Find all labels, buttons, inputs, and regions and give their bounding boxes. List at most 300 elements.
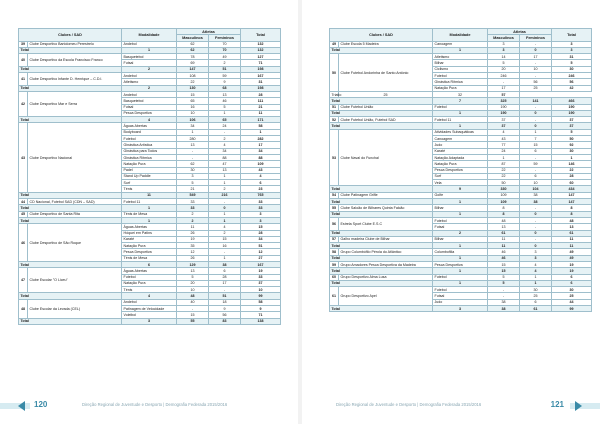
modality-cell: Andebol	[122, 41, 177, 47]
row-index: 45	[19, 211, 28, 217]
total-count: 765	[241, 192, 281, 198]
total-count: 147	[552, 192, 592, 198]
male-count: 11	[177, 224, 209, 230]
female-count: 13	[209, 91, 241, 97]
female-count: 59	[520, 161, 552, 167]
female-count: 3	[520, 249, 552, 255]
modality-cell: Futebol	[433, 287, 488, 293]
female-count: 24	[209, 123, 241, 129]
modality-count: 1	[433, 123, 488, 129]
modality-cell: Ginástica Rítmica	[433, 79, 488, 85]
male-count: 16	[177, 104, 209, 110]
female-count: 10	[520, 180, 552, 186]
club-name: Clube Desportivo Infante D. Henrique – C.D.I.	[28, 73, 122, 86]
male-count: 21	[177, 186, 209, 192]
total-count: 19	[552, 261, 592, 267]
row-index: 44	[19, 199, 28, 205]
male-count: 109	[488, 192, 520, 198]
header-modality: Modalidade	[433, 29, 488, 42]
modality-cell: Ginástica Artística	[122, 142, 177, 148]
modality-cell: Águas Abertas	[122, 123, 177, 129]
female-count: 1	[209, 211, 241, 217]
header-club: Clubes / SAD	[330, 29, 433, 42]
female-count: -	[520, 236, 552, 242]
female-count: 6	[520, 299, 552, 305]
female-count: 0	[520, 110, 552, 116]
female-count: 4	[520, 261, 552, 267]
total-count: 11	[552, 243, 592, 249]
female-count: -	[520, 117, 552, 123]
male-count: 37	[488, 117, 520, 123]
male-count: -	[488, 79, 520, 85]
female-count: 2	[209, 230, 241, 236]
female-count: 4	[209, 142, 241, 148]
male-count: 61	[488, 230, 520, 236]
female-count: 104	[520, 186, 552, 192]
modality-cell: Futsal	[122, 104, 177, 110]
female-count: 6	[209, 268, 241, 274]
male-count: 13	[177, 268, 209, 274]
female-count: 25	[520, 85, 552, 91]
total-label: Total	[19, 293, 122, 299]
modality-cell: Atletismo	[122, 79, 177, 85]
modality-count: 1	[433, 211, 488, 217]
modality-cell: Voleibol	[122, 312, 177, 318]
total-count: 37	[241, 280, 281, 286]
male-count: 10	[177, 110, 209, 116]
male-count: 280	[177, 136, 209, 142]
male-count: 22	[177, 79, 209, 85]
modality-cell: Pesca Desportiva	[433, 261, 488, 267]
female-count: 70	[209, 41, 241, 47]
total-count: 51	[241, 243, 281, 249]
female-count: 51	[209, 66, 241, 72]
arrow-right-icon	[575, 401, 582, 411]
club-name: Clube Futebol Andorinha de Santo António	[339, 54, 433, 92]
female-count: -	[520, 205, 552, 211]
female-count: 9	[209, 306, 241, 312]
male-count: 1	[488, 154, 520, 160]
modality-cell: Karaté	[433, 148, 488, 154]
female-count: -	[520, 104, 552, 110]
modality-cell: Natação Pura	[122, 161, 177, 167]
club-name: Grupo Desportivo Apel	[339, 287, 433, 306]
page-number: 121	[550, 400, 564, 409]
female-count: 18	[209, 299, 241, 305]
modality-count: 7	[433, 98, 488, 104]
female-count: 1	[520, 129, 552, 135]
club-name: CD Nacional, Futebol SAD (CDN – SAD)	[28, 199, 122, 205]
right-footer	[300, 398, 600, 414]
row-index: 52	[330, 117, 339, 123]
female-count: 47	[209, 161, 241, 167]
total-count: 4	[241, 173, 281, 179]
modality-cell: Atletismo	[433, 54, 488, 60]
total-count: 146	[552, 161, 592, 167]
total-count: 42	[552, 85, 592, 91]
total-label: Total	[19, 85, 122, 91]
modality-cell: Patinagem de Velocidade	[122, 306, 177, 312]
header-athletes: Atletas	[177, 29, 241, 35]
total-count: 43	[241, 167, 281, 173]
club-name: Clube Escola 5 Madeira	[339, 41, 433, 47]
total-count: 19	[552, 268, 592, 274]
male-count: 130	[177, 85, 209, 91]
modality-count: 4	[122, 293, 177, 299]
total-count: 28	[241, 91, 281, 97]
modality-cell: Andebol	[122, 73, 177, 79]
total-count: 49	[552, 255, 592, 261]
total-count: 13	[552, 224, 592, 230]
male-count: 109	[488, 199, 520, 205]
club-name: Grupo Amadores Pesca Desportiva da Madeira	[339, 261, 433, 267]
footer-bar	[0, 403, 30, 409]
total-count: 34	[241, 148, 281, 154]
total-count: 30	[552, 148, 592, 154]
male-count: 190	[488, 104, 520, 110]
modality-cell: Águas Abertas	[122, 268, 177, 274]
male-count: 3	[488, 47, 520, 53]
total-label: Total	[19, 192, 122, 198]
total-count: 132	[241, 47, 281, 53]
male-count: 26	[177, 255, 209, 261]
left-table	[18, 28, 281, 325]
female-count: -	[520, 41, 552, 47]
modality-cell: Ciclismo	[433, 66, 488, 72]
male-count: 78	[177, 54, 209, 60]
modality-count: 4	[122, 117, 177, 123]
right-table-body	[330, 41, 592, 312]
left-footer	[0, 398, 300, 414]
total-count: 198	[241, 66, 281, 72]
male-count: 33	[177, 205, 209, 211]
male-count: 17	[488, 85, 520, 91]
header-male: Masculinos	[488, 35, 520, 41]
male-count: 108	[177, 73, 209, 79]
left-table-body	[19, 41, 281, 324]
header-athletes: Atletas	[488, 29, 552, 35]
male-count: 15	[488, 261, 520, 267]
row-index: 39	[19, 41, 28, 47]
club-name: Clube Escolar "O Liceu"	[28, 268, 122, 293]
female-count: 46	[209, 98, 241, 104]
total-count: 34	[241, 236, 281, 242]
total-count: 92	[552, 142, 592, 148]
modality-cell: Vela	[433, 180, 488, 186]
row-index: 41	[19, 73, 28, 86]
total-count: 21	[241, 104, 281, 110]
female-count: 38	[209, 261, 241, 267]
modality-cell: Canoagem	[433, 41, 488, 47]
male-count: 24	[488, 148, 520, 154]
total-label: Total	[330, 306, 433, 312]
male-count: 15	[177, 312, 209, 318]
female-count: -	[520, 167, 552, 173]
modality-count: 1	[433, 47, 488, 53]
female-count: 59	[209, 73, 241, 79]
total-count: 60	[552, 180, 592, 186]
modality-count: 1	[122, 205, 177, 211]
modality-cell: Judo	[433, 299, 488, 305]
row-index: 46	[19, 224, 28, 262]
male-count: 50	[488, 180, 520, 186]
female-count: 17	[520, 54, 552, 60]
header-club: Clubes / SAD	[19, 29, 122, 42]
male-count: 8	[488, 211, 520, 217]
total-count: 56	[552, 79, 592, 85]
female-count: 28	[209, 274, 241, 280]
total-count: 3	[552, 47, 592, 53]
modality-cell: Bilhar	[433, 236, 488, 242]
total-label: Total	[19, 261, 122, 267]
total-count: 111	[241, 98, 281, 104]
total-count: 138	[241, 318, 281, 324]
male-count: 62	[177, 47, 209, 53]
total-count: 434	[552, 186, 592, 192]
female-count: -	[520, 224, 552, 230]
female-count: 10	[520, 66, 552, 72]
modality-cell: Natação Pura	[433, 85, 488, 91]
male-count: -	[177, 148, 209, 154]
club-name: Clube Escolar da Levada (CEL)	[28, 299, 122, 318]
modality-cell: Ginástica para Todos	[122, 148, 177, 154]
male-count: 22	[488, 167, 520, 173]
modality-cell: Pesca Desportiva	[433, 167, 488, 173]
male-count: 65	[177, 98, 209, 104]
modality-cell: Futebol 11	[122, 199, 177, 205]
male-count: 106	[177, 117, 209, 123]
modality-count: 11	[122, 192, 177, 198]
male-count: -	[488, 287, 520, 293]
total-count: 31	[241, 79, 281, 85]
total-label: Total	[330, 199, 433, 205]
male-count: 26	[177, 230, 209, 236]
modality-cell: Bodyboard	[122, 129, 177, 135]
male-count: 69	[177, 60, 209, 66]
female-count: 141	[520, 98, 552, 104]
modality-cell: Ténis de Mesa	[122, 255, 177, 261]
total-count: 10	[241, 287, 281, 293]
modality-cell: Natação Adaptada	[433, 154, 488, 160]
total-count: 6	[552, 274, 592, 280]
male-count: 38	[488, 299, 520, 305]
club-name: Clube Futebol União	[339, 104, 433, 110]
total-label: Total	[330, 243, 433, 249]
total-label: Total	[19, 47, 122, 53]
row-index: 56	[330, 217, 339, 230]
female-count: 15	[520, 142, 552, 148]
total-count: 22	[552, 167, 592, 173]
total-count: 190	[552, 110, 592, 116]
female-count: 1	[209, 255, 241, 261]
club-name: Clube Desportivo Mar e Serra	[28, 91, 122, 116]
total-count: 58	[241, 123, 281, 129]
modality-cell: Andebol	[122, 91, 177, 97]
male-count: 62	[177, 41, 209, 47]
modality-cell: Futebol	[433, 274, 488, 280]
female-count: 25	[520, 293, 552, 299]
modality-count: 2	[433, 230, 488, 236]
modality-cell: Atividades Subaquáticas	[433, 129, 488, 135]
total-count: 3	[241, 217, 281, 223]
modality-cell: Futebol	[122, 274, 177, 280]
total-count: 71	[241, 312, 281, 318]
total-count: 48	[552, 217, 592, 223]
club-name: Clube Desportivo da Escola Francisco Franco	[28, 54, 122, 67]
total-count: 8	[552, 205, 592, 211]
header-female: Femininos	[209, 35, 241, 41]
male-count: 15	[488, 268, 520, 274]
male-count: 15	[177, 91, 209, 97]
female-count: 65	[209, 117, 241, 123]
arrow-left-icon	[18, 401, 25, 411]
female-count: 7	[520, 136, 552, 142]
female-count: 38	[520, 199, 552, 205]
female-count: 13	[209, 167, 241, 173]
total-label: Total	[330, 98, 433, 104]
modality-cell: Futebol	[122, 136, 177, 142]
total-count: 11	[241, 110, 281, 116]
total-label: Total	[19, 217, 122, 223]
total-count: 6	[552, 280, 592, 286]
modality-cell: Triatlo	[331, 92, 342, 97]
male-count: 33	[177, 199, 209, 205]
total-count: 246	[552, 73, 592, 79]
male-count: -	[177, 154, 209, 160]
male-count: 20	[488, 66, 520, 72]
total-count: 99	[241, 293, 281, 299]
male-count: 5	[488, 274, 520, 280]
modality-cell: Ginástica Rítmica	[122, 154, 177, 160]
male-count: 4	[488, 129, 520, 135]
total-count: 6	[241, 180, 281, 186]
total-row	[330, 306, 592, 312]
total-count: 167	[241, 73, 281, 79]
modality-count: 3	[122, 318, 177, 324]
modality-cell: Columbofilia	[433, 249, 488, 255]
total-count: 31	[552, 54, 592, 60]
total-label: Total	[19, 318, 122, 324]
total-count: 132	[241, 41, 281, 47]
female-count: 38	[520, 192, 552, 198]
female-count: 1	[209, 173, 241, 179]
female-count: 6	[520, 148, 552, 154]
total-count: 1	[241, 129, 281, 135]
modality-count: 1	[122, 217, 177, 223]
modality-cell: Bilhar	[433, 60, 488, 66]
modality-cell: Futebol	[433, 104, 488, 110]
modality-count: 6	[122, 261, 177, 267]
total-count: 27	[241, 255, 281, 261]
male-count: 35	[177, 243, 209, 249]
male-count: 330	[488, 186, 520, 192]
modality-cell: Futebol	[433, 217, 488, 223]
female-count: -	[520, 154, 552, 160]
row-index: 57	[330, 236, 339, 242]
female-count: 0	[520, 211, 552, 217]
total-count: 33	[241, 199, 281, 205]
club-name: Clube Patinagem Grifle	[339, 192, 433, 198]
total-label: Total	[330, 186, 433, 192]
female-count: 32	[433, 91, 488, 97]
modality-count: 2	[122, 66, 177, 72]
modality-cell: Natação Pura	[433, 161, 488, 167]
total-count: 17	[241, 142, 281, 148]
male-count: 40	[177, 299, 209, 305]
total-count: 1	[552, 154, 592, 160]
female-count: 70	[209, 47, 241, 53]
male-count: -	[177, 306, 209, 312]
modality-cell: Hóquei em Patins	[122, 230, 177, 236]
total-label: Total	[330, 255, 433, 261]
female-count: 30	[520, 287, 552, 293]
header-modality: Modalidade	[122, 29, 177, 42]
total-count: 5	[552, 129, 592, 135]
male-count: 147	[177, 66, 209, 72]
male-count: 48	[177, 293, 209, 299]
male-count: -	[488, 293, 520, 299]
header-total: Total	[241, 29, 281, 42]
total-row	[19, 318, 281, 324]
female-count: 56	[209, 312, 241, 318]
total-count: 15	[241, 224, 281, 230]
modality-cell: Pesca Desportiva	[122, 249, 177, 255]
modality-count: 1	[433, 255, 488, 261]
header-female: Femininos	[520, 35, 552, 41]
total-count: 167	[241, 261, 281, 267]
total-count: 198	[241, 85, 281, 91]
total-label: Total	[330, 211, 433, 217]
modality-cell: Stand Up Paddle	[122, 173, 177, 179]
modality-cell: Futebol	[433, 73, 488, 79]
row-index: 47	[19, 268, 28, 293]
female-count: 1	[209, 110, 241, 116]
club-name: Clube Naval do Funchal	[339, 129, 433, 186]
female-count: 4	[520, 268, 552, 274]
female-count: -	[209, 249, 241, 255]
club-name: Clube Desportivo de Santa Rita	[28, 211, 122, 217]
male-count: 11	[488, 243, 520, 249]
total-label: Total	[19, 117, 122, 123]
club-name: Clube Desportivo Nacional	[28, 123, 122, 192]
female-count: 68	[209, 85, 241, 91]
male-count: 5	[177, 180, 209, 186]
total-count: 282	[241, 136, 281, 142]
female-count: 3	[520, 255, 552, 261]
male-count: 2	[177, 211, 209, 217]
total-count: 3	[552, 41, 592, 47]
modality-count: 1	[433, 110, 488, 116]
male-count: 19	[177, 236, 209, 242]
male-count: 14	[488, 54, 520, 60]
total-count: 49	[552, 249, 592, 255]
row-index: 53	[330, 129, 339, 186]
male-count: 46	[488, 249, 520, 255]
female-count: 2	[209, 186, 241, 192]
page-number: 120	[34, 400, 48, 409]
club-name: Clube Saloão de Bilhares Quinta Falcão	[339, 205, 433, 211]
male-count: 13	[177, 142, 209, 148]
male-count: 129	[177, 261, 209, 267]
female-count: 6	[520, 173, 552, 179]
modality-count: 1	[122, 47, 177, 53]
modality-cell: Canoagem	[433, 136, 488, 142]
total-count: 12	[241, 249, 281, 255]
footer-text: Direção Regional de Juventude e Desporto | Demografia Federada 2015/2016	[336, 402, 482, 407]
club-name: Clube Desportivo Bartolomeu Perestrelo	[28, 41, 122, 47]
total-label: Total	[330, 47, 433, 53]
modality-cell: Ténis	[122, 186, 177, 192]
